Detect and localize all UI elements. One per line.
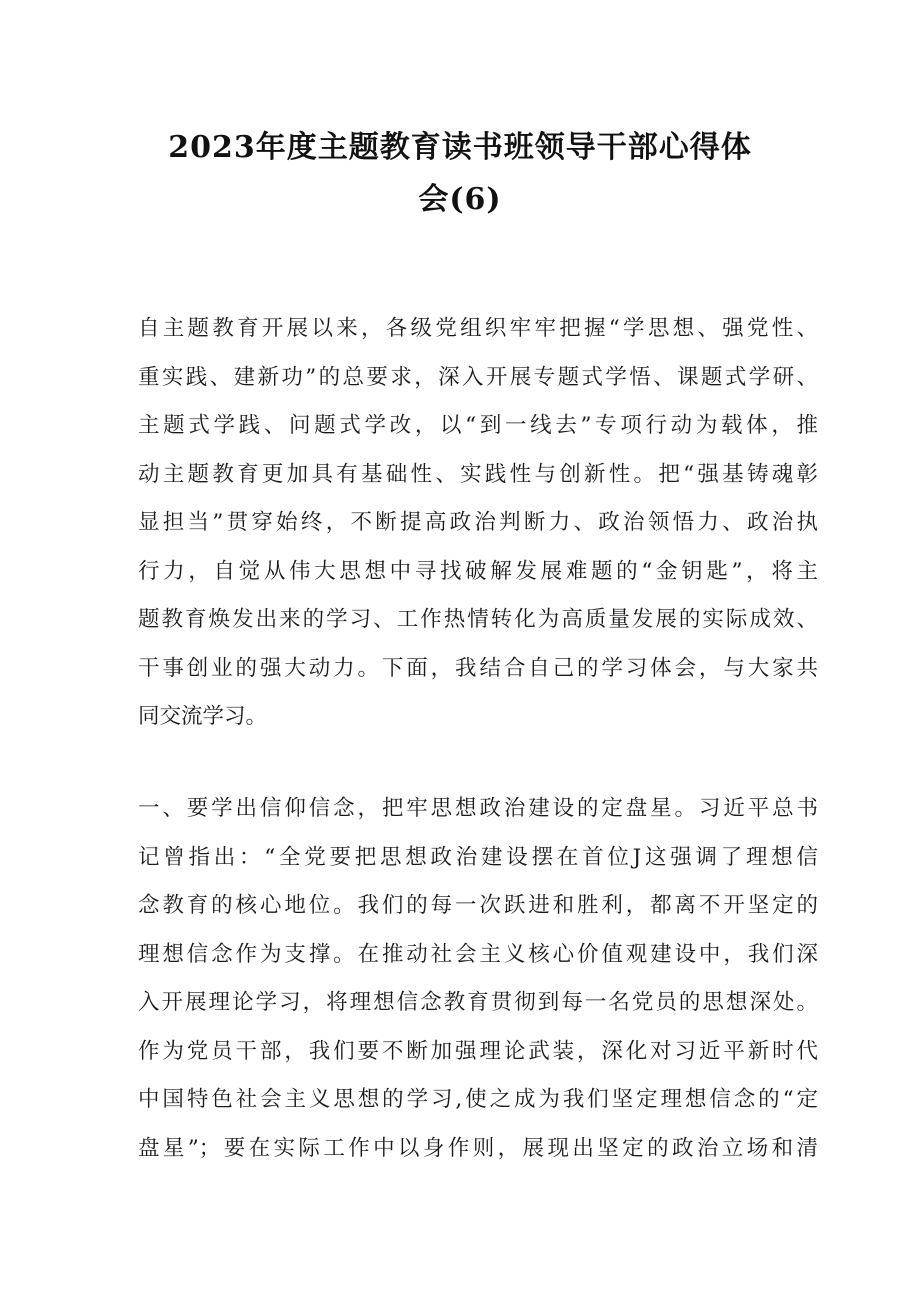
paragraph-line: 记曾指出：“全党要把思想政治建设摆在首位J这强调了理想信 — [138, 844, 818, 870]
paragraph-line: 中国特色社会主义思想的学习,使之成为我们坚定理想信念的“定 — [138, 1087, 818, 1112]
paragraph-line: 同交流学习。 — [138, 704, 268, 729]
paragraph-line: 入开展理论学习，将理想信念教育贯彻到每一名党员的思想深处。 — [138, 990, 818, 1015]
paragraph-line: 动主题教育更加具有基础性、实践性与创新性。把“强基铸魂彰 — [138, 461, 818, 487]
title-line-1: 2023年度主题教育读书班领导干部心得体 — [168, 130, 752, 165]
paragraph-line: 自主题教育开展以来，各级党组织牢牢把握“学思想、强党性、 — [138, 316, 818, 341]
paragraph-line: 作为党员干部，我们要不断加强理论武装，深化对习近平新时代 — [138, 1038, 818, 1064]
paragraph-line: 主题式学践、问题式学改，以“到一线去”专项行动为载体，推 — [138, 413, 818, 438]
title-line-2: 会(6) — [418, 182, 502, 217]
paragraph-line: 一、要学出信仰信念，把牢思想政治建设的定盘星。习近平总书 — [138, 796, 818, 821]
paragraph-line: 盘星”；要在实际工作中以身作则，展现出坚定的政治立场和清 — [138, 1135, 818, 1161]
paragraph-line: 行力，自觉从伟大思想中寻找破解发展难题的“金钥匙”，将主 — [138, 558, 818, 584]
paragraph-line: 题教育焕发出来的学习、工作热情转化为高质量发展的实际成效、 — [138, 607, 818, 632]
intro-paragraph — [138, 305, 818, 742]
paragraph-line: 重实践、建新功”的总要求，深入开展专题式学悟、课题式学研、 — [138, 364, 818, 390]
document-title — [100, 122, 820, 226]
paragraph-line: 显担当”贯穿始终，不断提高政治判断力、政治领悟力、政治执 — [138, 510, 818, 535]
paragraph-line: 理想信念作为支撑。在推动社会主义核心价值观建设中，我们深 — [138, 941, 818, 967]
paragraph-line: 干事创业的强大动力。下面，我结合自己的学习体会，与大家共 — [138, 655, 818, 681]
paragraph-line: 念教育的核心地位。我们的每一次跃进和胜利，都离不开坚定的 — [138, 893, 818, 918]
section-one-paragraph — [138, 785, 818, 1173]
